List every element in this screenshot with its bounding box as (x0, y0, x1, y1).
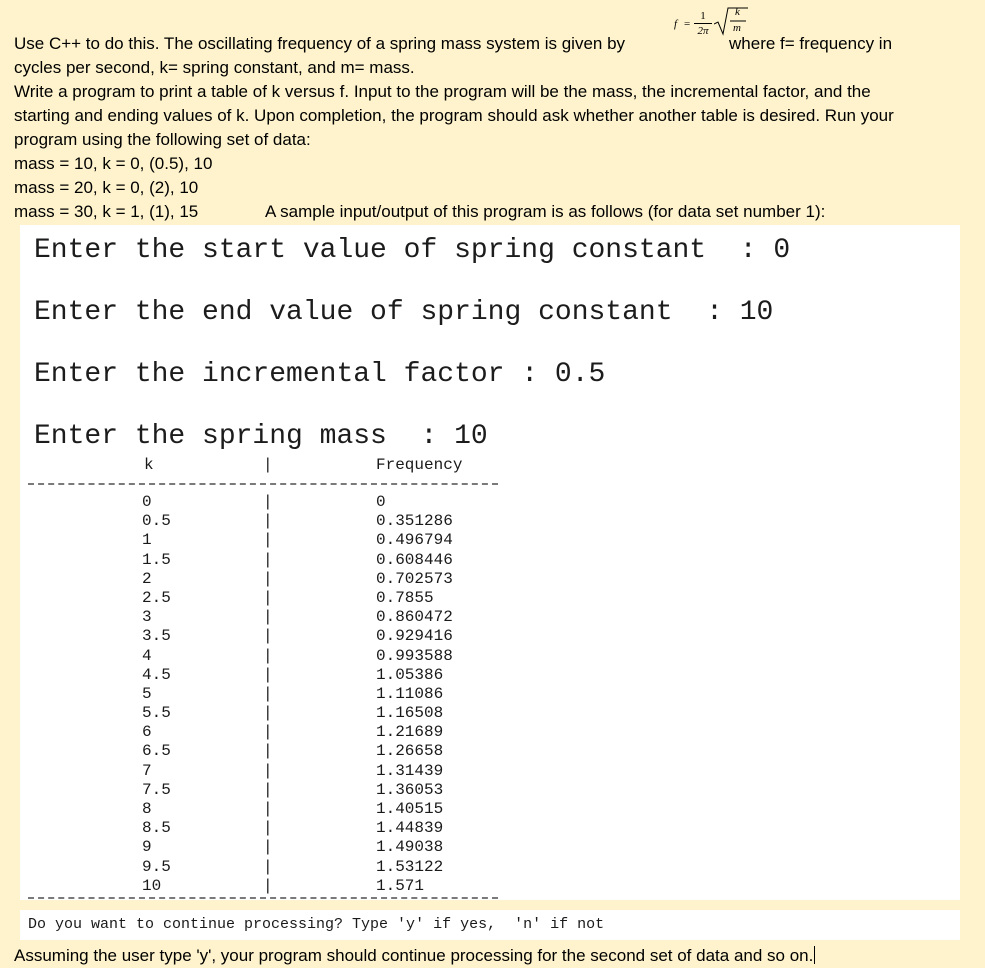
row-separator: | (263, 627, 273, 646)
row-separator: | (263, 493, 273, 511)
header-frequency: Frequency (376, 456, 463, 474)
row-separator: | (263, 742, 273, 761)
continue-prompt: Do you want to continue processing? Type 'y' if yes, 'n' if not (28, 916, 605, 933)
frequency-value: 1.05386 (376, 665, 444, 684)
frequency-value: 1.44839 (376, 819, 444, 838)
row-separator: | (263, 761, 273, 780)
formula-f: f (674, 18, 678, 30)
intro-line-2: cycles per second, k= spring constant, and m= mass. (14, 58, 415, 77)
k-value: 0 (142, 493, 152, 511)
k-value: 6 (142, 723, 152, 742)
frequency-value: 0.608446 (376, 550, 453, 569)
k-value: 4.5 (142, 665, 171, 684)
intro-line-1b: where f= frequency in (729, 34, 893, 53)
k-value: 2 (142, 569, 152, 588)
formula-numerator: 1 (700, 10, 706, 22)
k-column (142, 493, 171, 896)
frequency-value: 1.53122 (376, 857, 444, 876)
row-separator: | (263, 800, 273, 818)
separator-column (263, 493, 273, 896)
k-value: 9 (142, 838, 152, 857)
row-separator: | (263, 819, 273, 838)
console-output (20, 225, 960, 900)
k-value: 5.5 (142, 704, 171, 723)
prompt-end-value: Enter the end value of spring constant : 10 (34, 297, 774, 328)
frequency-value: 0.7855 (376, 588, 434, 607)
formula-denominator: 2π (697, 25, 709, 37)
prompt-mass: Enter the spring mass : 10 (34, 421, 488, 452)
text-cursor (814, 946, 815, 964)
k-value: 2.5 (142, 588, 171, 607)
frequency-value: 0.351286 (376, 512, 453, 531)
k-value: 1 (142, 531, 152, 550)
k-value: 6.5 (142, 742, 171, 761)
row-separator: | (263, 684, 273, 703)
footer-divider (28, 897, 498, 899)
formula-rad-num: k (735, 6, 740, 18)
frequency-value: 0.496794 (376, 531, 453, 550)
k-value: 9.5 (142, 857, 171, 876)
k-value: 3.5 (142, 627, 171, 646)
k-value: 8 (142, 800, 152, 818)
formula-equals: = (684, 18, 691, 30)
row-separator: | (263, 531, 273, 550)
data-set-1: mass = 10, k = 0, (0.5), 10 (14, 154, 213, 173)
frequency-value: 1.21689 (376, 723, 444, 742)
row-separator: | (263, 646, 273, 665)
sample-note: A sample input/output of this program is as follows (for data set number 1): (265, 202, 826, 221)
frequency-value: 0.702573 (376, 569, 453, 588)
intro-line-3: Write a program to print a table of k versus f. Input to the program will be the mass, the incremental factor, and the (14, 82, 871, 101)
row-separator: | (263, 876, 273, 895)
prompt-start-value: Enter the start value of spring constant : 0 (34, 235, 791, 266)
frequency-value: 0.929416 (376, 627, 453, 646)
row-separator: | (263, 512, 273, 531)
k-value: 3 (142, 608, 152, 627)
intro-line-1 (14, 32, 974, 56)
frequency-value: 1.571 (376, 876, 425, 895)
row-separator: | (263, 569, 273, 588)
frequency-value: 0.860472 (376, 608, 453, 627)
row-separator: | (263, 665, 273, 684)
row-separator: | (263, 780, 273, 799)
k-value: 10 (142, 876, 162, 895)
footer-text: Assuming the user type 'y', your program should continue processing for the second set of data and so on. (14, 946, 814, 965)
k-value: 7 (142, 761, 152, 780)
frequency-value: 0.993588 (376, 646, 453, 665)
intro-line-1a: Use C++ to do this. The oscillating frequency of a spring mass system is given by (14, 34, 626, 53)
header-divider (28, 483, 498, 485)
row-separator: | (263, 838, 273, 857)
k-value: 7.5 (142, 780, 171, 799)
intro-line-5: program using the following set of data: (14, 130, 311, 149)
frequency-value: 1.16508 (376, 704, 444, 723)
frequency-value: 1.40515 (376, 800, 444, 818)
k-value: 4 (142, 646, 152, 665)
row-separator: | (263, 723, 273, 742)
frequency-value: 1.26658 (376, 742, 444, 761)
row-separator: | (263, 704, 273, 723)
k-value: 8.5 (142, 819, 171, 838)
prompt-incremental: Enter the incremental factor : 0.5 (34, 359, 606, 390)
data-set-3: mass = 30, k = 1, (1), 15 (14, 202, 199, 221)
row-separator: | (263, 857, 273, 876)
header-k: k (144, 456, 154, 474)
continue-prompt-bar (20, 910, 960, 940)
data-set-2: mass = 20, k = 0, (2), 10 (14, 178, 199, 197)
row-separator: | (263, 608, 273, 627)
intro-line-4: starting and ending values of k. Upon completion, the program should ask whether another table is desired. Run your (14, 106, 894, 125)
k-value: 1.5 (142, 550, 171, 569)
frequency-column (376, 493, 453, 896)
frequency-value: 1.11086 (376, 684, 444, 703)
formula-rad-den: m (733, 22, 741, 34)
k-value: 0.5 (142, 512, 171, 531)
k-value: 5 (142, 684, 152, 703)
frequency-value: 1.36053 (376, 780, 444, 799)
footer-note (14, 944, 974, 968)
frequency-value: 1.49038 (376, 838, 444, 857)
frequency-value: 0 (376, 493, 386, 511)
header-bar: | (263, 456, 273, 474)
row-separator: | (263, 550, 273, 569)
row-separator: | (263, 588, 273, 607)
frequency-value: 1.31439 (376, 761, 444, 780)
